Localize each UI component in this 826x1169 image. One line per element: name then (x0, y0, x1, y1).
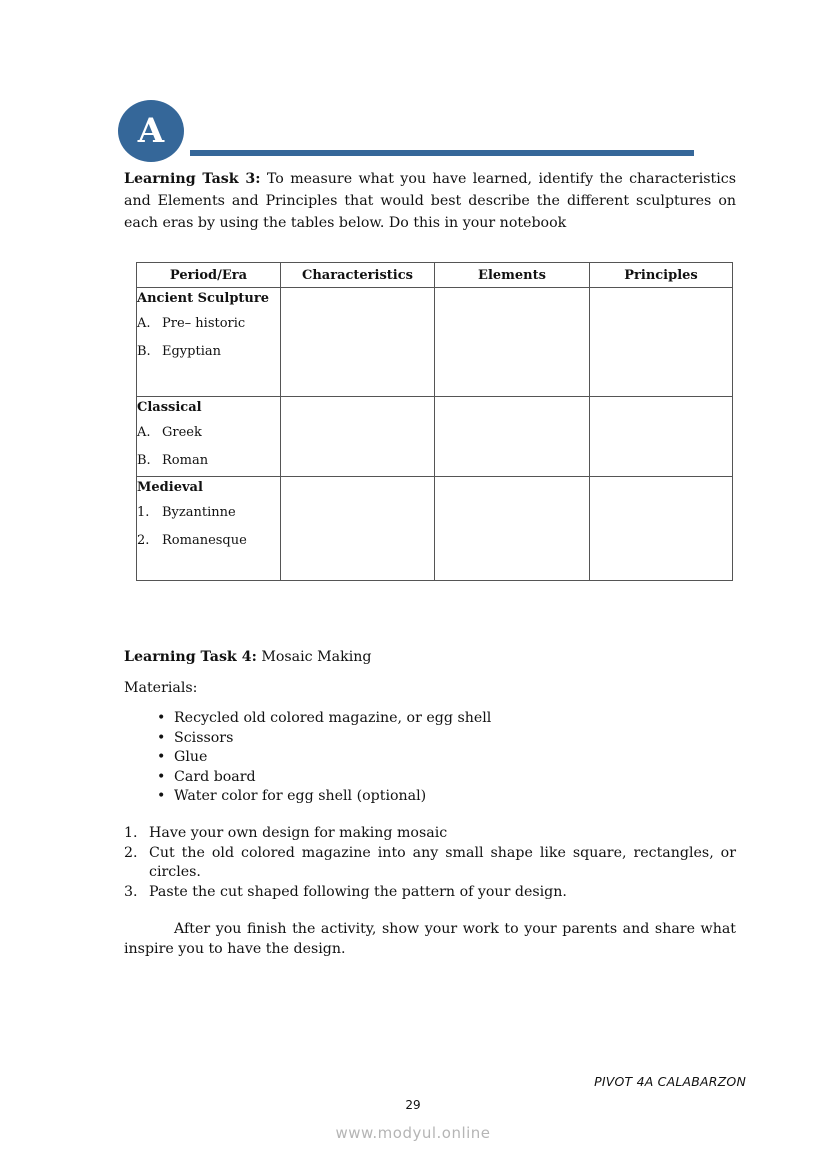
task4-heading (124, 648, 371, 668)
table-row (137, 288, 733, 397)
item-label: Byzantinne (162, 505, 236, 520)
task4-label: Learning Task 4: (124, 649, 257, 665)
item-marker: B. (137, 344, 151, 359)
watermark-link[interactable]: www.modyul.online (335, 1124, 491, 1142)
era-table (136, 262, 733, 581)
characteristics-cell (281, 397, 435, 477)
material-text: Water color for egg shell (optional) (174, 788, 427, 804)
header-principles: Principles (590, 263, 733, 288)
era-cell (137, 397, 281, 477)
task3-label: Learning Task 3: (124, 171, 261, 187)
principles-cell (590, 397, 733, 477)
header-elements: Elements (435, 263, 590, 288)
era-item (137, 310, 280, 338)
item-label: Pre– historic (162, 316, 246, 331)
principles-cell (590, 477, 733, 581)
era-item (137, 338, 280, 366)
step-text: Cut the old colored magazine into any small shape like square, rectangles, or circles. (149, 844, 736, 880)
table-header-row (137, 263, 733, 288)
era-item (137, 447, 280, 475)
era-cell (137, 477, 281, 581)
step-text: Have your own design for making mosaic (149, 825, 448, 841)
era-item (137, 419, 280, 447)
header-period-era: Period/Era (137, 263, 281, 288)
section-divider (190, 150, 694, 156)
characteristics-cell (281, 288, 435, 397)
section-badge (118, 100, 184, 162)
table-row (137, 477, 733, 581)
materials-label: Materials: (124, 680, 198, 696)
era-cell (137, 288, 281, 397)
list-item (124, 883, 736, 903)
table-row (137, 397, 733, 477)
header-characteristics: Characteristics (281, 263, 435, 288)
list-item (150, 768, 491, 788)
step-number: 2. (124, 844, 138, 861)
item-label: Greek (162, 425, 202, 440)
item-label: Egyptian (162, 344, 221, 359)
material-text: Recycled old colored magazine, or egg shell (174, 710, 492, 726)
era-title: Classical (137, 400, 202, 415)
list-item (150, 709, 491, 729)
list-item (150, 729, 491, 749)
bullet-icon: • (157, 768, 166, 785)
task3-text: To measure what you have learned, identify the characteristics and Elements and Principles that would best describe the different sculptures on each eras by using the tables below. Do this in your notebook (124, 171, 736, 231)
elements-cell (435, 288, 590, 397)
era-title: Medieval (137, 480, 203, 495)
step-number: 1. (124, 825, 138, 841)
material-text: Card board (174, 768, 256, 785)
characteristics-cell (281, 477, 435, 581)
era-title: Ancient Sculpture (137, 291, 270, 306)
task4-title: Mosaic Making (256, 649, 372, 665)
bullet-icon: • (157, 788, 166, 804)
item-label: Roman (162, 453, 209, 468)
bullet-icon: • (157, 729, 166, 746)
materials-list (150, 709, 491, 807)
material-text: Glue (174, 749, 208, 765)
bullet-icon: • (157, 710, 166, 726)
era-item (137, 527, 280, 555)
item-marker: 2. (137, 533, 150, 548)
item-marker: 1. (137, 505, 150, 520)
item-marker: A. (137, 425, 151, 440)
material-text: Scissors (174, 729, 234, 746)
era-item (137, 499, 280, 527)
step-number: 3. (124, 883, 138, 900)
item-marker: A. (137, 316, 151, 331)
list-item (150, 748, 491, 768)
list-item (124, 844, 736, 883)
item-label: Romanesque (162, 533, 247, 548)
footer-brand: PIVOT 4A CALABARZON (594, 1074, 746, 1089)
section-badge-letter: A (137, 111, 165, 151)
step-text: Paste the cut shaped following the pattern of your design. (149, 883, 567, 900)
task3-instructions (124, 168, 736, 234)
steps-list (124, 824, 736, 902)
page-number: 29 (405, 1098, 421, 1112)
elements-cell (435, 397, 590, 477)
list-item (150, 787, 491, 807)
list-item (124, 824, 736, 844)
principles-cell (590, 288, 733, 397)
elements-cell (435, 477, 590, 581)
bullet-icon: • (157, 749, 166, 765)
item-marker: B. (137, 453, 151, 468)
closing-paragraph: After you finish the activity, show your work to your parents and share what inspire you to have the design. (124, 921, 736, 957)
